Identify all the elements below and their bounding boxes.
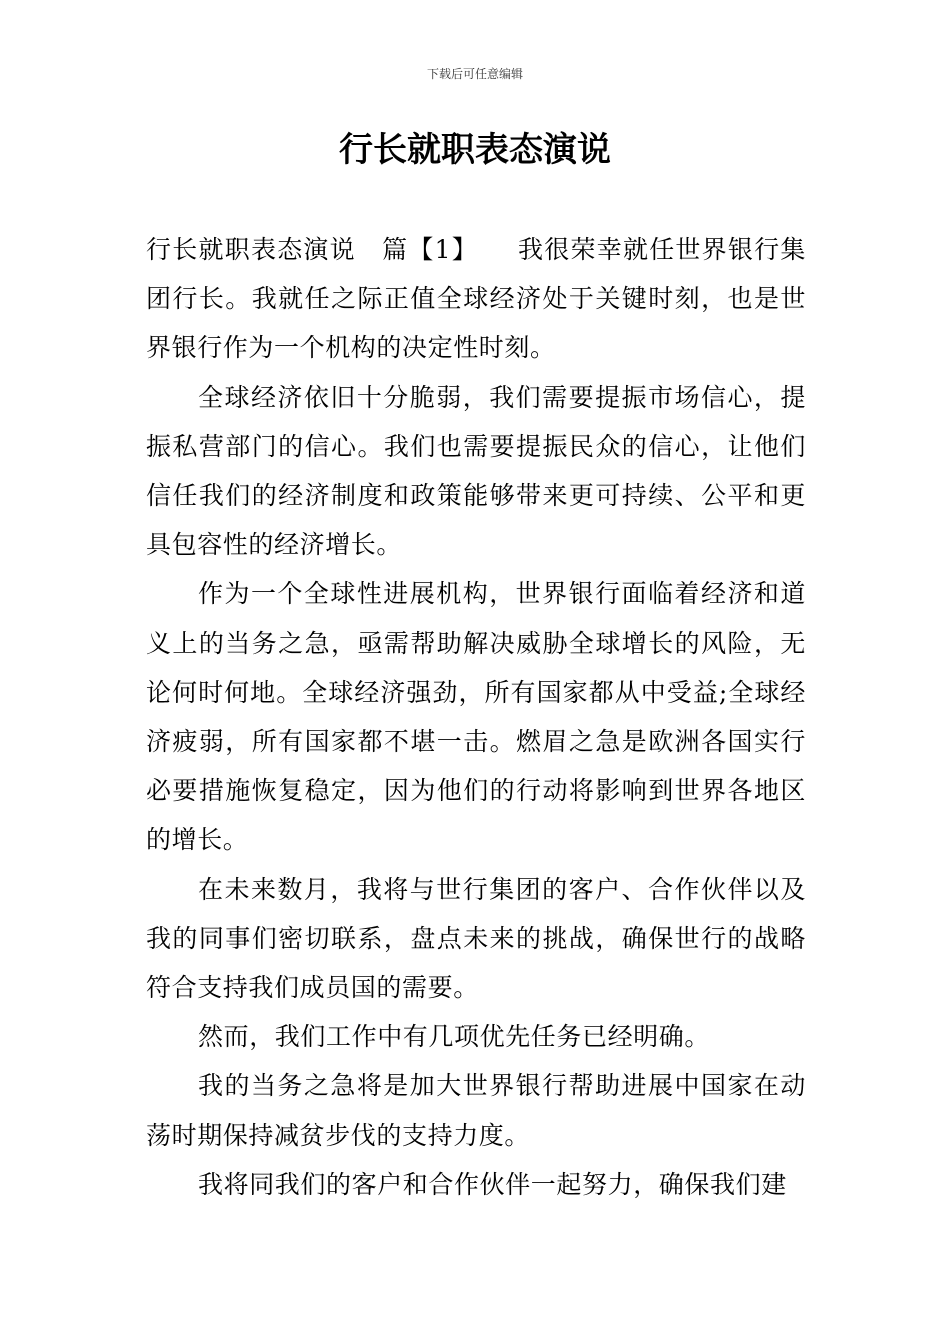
paragraph-1 [146, 225, 806, 373]
paragraph-5: 然而，我们工作中有几项优先任务已经明确。 [198, 1022, 711, 1052]
page-title: 行长就职表态演说 [339, 130, 611, 170]
paragraph-3: 作为一个全球性进展机构，世界银行面临着经济和道义上的当务之急，亟需帮助解决威胁全球增长的风险，无论何时何地。全球经济强劲，所有国家都从中受益;全球经济疲弱，所有国家都不堪一击。燃眉之急是欧洲各国实行必要措施恢复稳定，因为他们的行动将影响到世界各地区的增长。 [146, 579, 806, 855]
paragraph-7: 我将同我们的客户和合作伙伴一起努力，确保我们建 [198, 1169, 787, 1199]
section-label: 行长就职表态演说 篇【1】 [146, 235, 518, 264]
paragraph-1-text: 我很荣幸就任世界银行集团行长。我就任之际正值全球经济处于关键时刻，也是世界银行作为一个机构的决定性时刻。 [146, 235, 806, 363]
paragraph-2: 全球经济依旧十分脆弱，我们需要提振市场信心，提振私营部门的信心。我们也需要提振民众的信心，让他们信任我们的经济制度和政策能够带来更可持续、公平和更具包容性的经济增长。 [146, 382, 806, 560]
paragraph-4: 在未来数月，我将与世行集团的客户、合作伙伴以及我的同事们密切联系，盘点未来的挑战，确保世行的战略符合支持我们成员国的需要。 [146, 874, 806, 1003]
paragraph-6: 我的当务之急将是加大世界银行帮助进展中国家在动荡时期保持减贫步伐的支持力度。 [146, 1071, 806, 1150]
header-note: 下载后可任意编辑 [426, 67, 523, 81]
document-body [146, 225, 806, 1209]
